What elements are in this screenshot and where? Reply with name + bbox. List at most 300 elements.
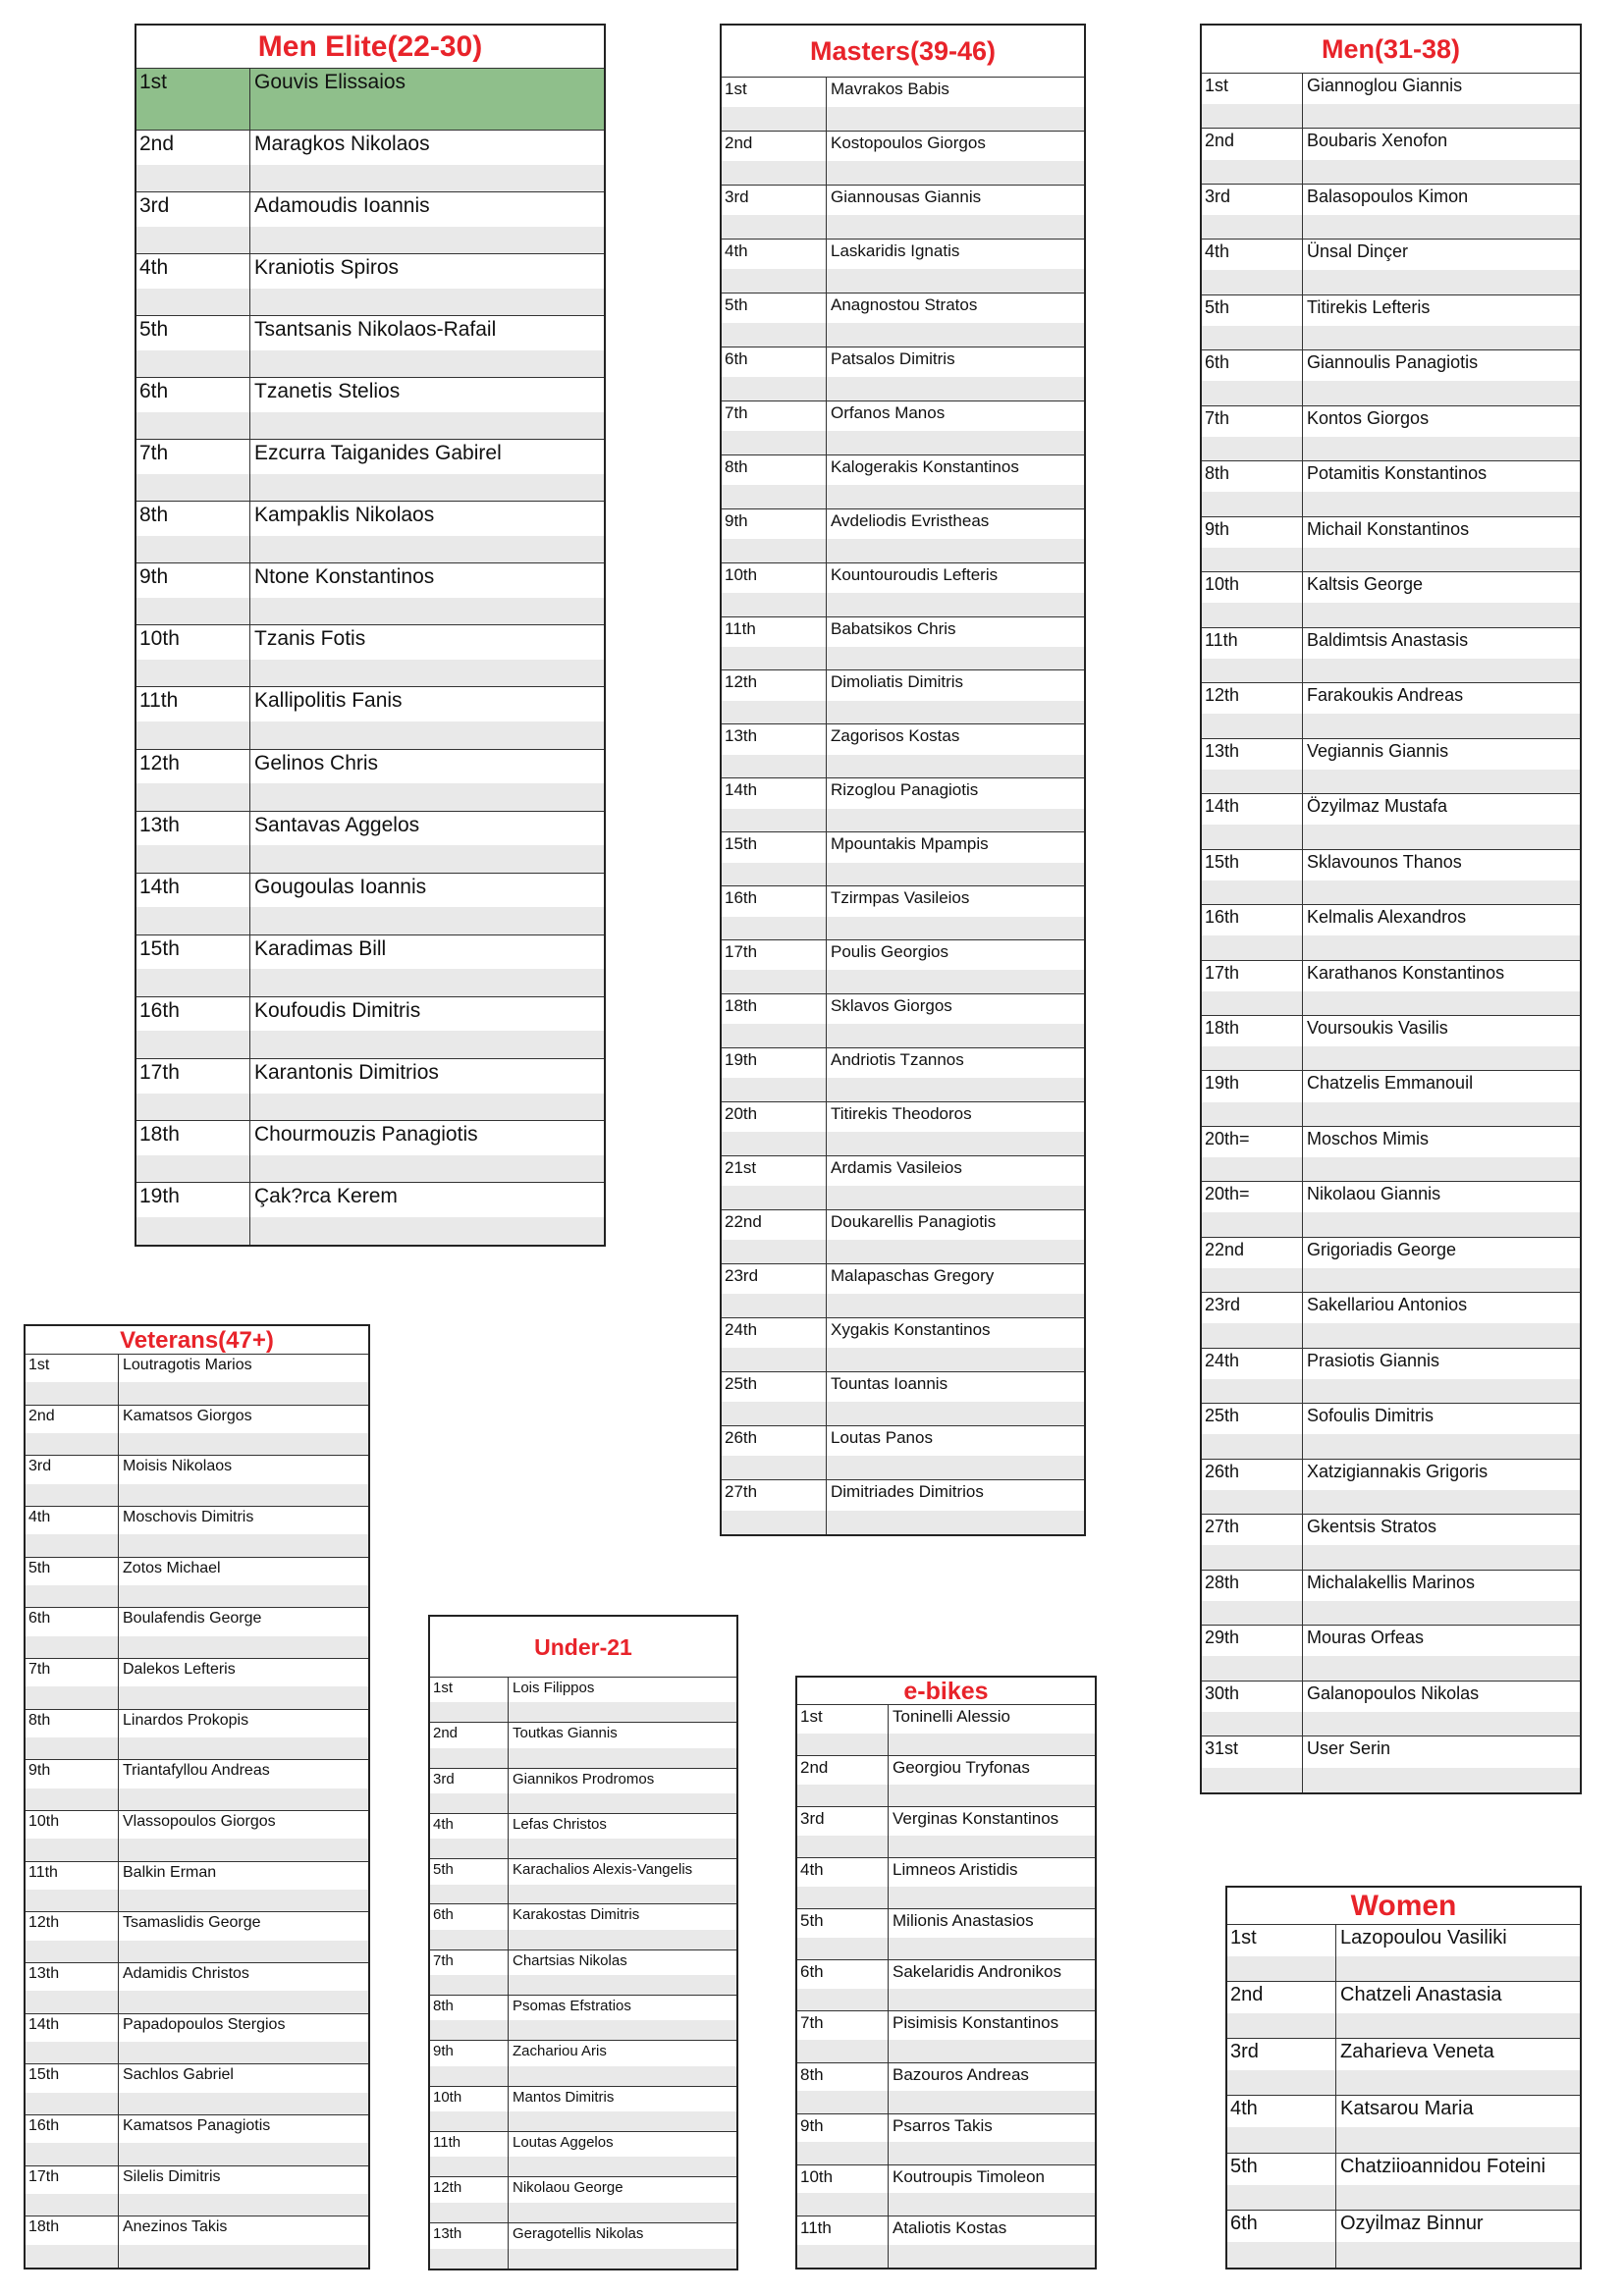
rider-name-cell: Limneos Aristidis — [893, 1860, 1018, 1880]
table-row — [722, 1048, 1084, 1102]
position-cell: 15th — [136, 935, 250, 996]
table-row — [722, 1318, 1084, 1372]
rider-name-cell: Karathanos Konstantinos — [1307, 962, 1505, 983]
rider-name-cell: Grigoriadis George — [1307, 1239, 1457, 1259]
table-row — [722, 886, 1084, 940]
position-cell: 16th — [136, 997, 250, 1058]
rider-name-cell: Verginas Konstantinos — [893, 1809, 1059, 1829]
rider-name-cell: Farakoukis Andreas — [1307, 685, 1464, 706]
position-cell: 4th — [1227, 2096, 1336, 2152]
table-row — [1202, 961, 1580, 1016]
position-cell: 10th — [26, 1811, 119, 1861]
position-cell: 11th — [136, 687, 250, 748]
table-row — [722, 401, 1084, 455]
rider-name-cell: Dalekos Lefteris — [123, 1660, 236, 1678]
rider-name-cell: Xatzigiannakis Grigoris — [1307, 1461, 1489, 1481]
table-row — [722, 294, 1084, 347]
position-cell: 8th — [1202, 461, 1303, 515]
position-cell: 4th — [26, 1507, 119, 1557]
position-cell: 4th — [1202, 240, 1303, 294]
table-row — [722, 1210, 1084, 1264]
rider-name-cell: Loutas Aggelos — [513, 2133, 614, 2151]
rider-name-cell: Katsarou Maria — [1340, 2098, 1474, 2120]
table-title: e-bikes — [797, 1678, 1095, 1705]
position-cell: 13th — [1202, 739, 1303, 793]
table-row — [136, 254, 604, 316]
men-elite-table — [135, 24, 606, 1247]
table-row — [136, 316, 604, 378]
position-cell: 3rd — [1227, 2039, 1336, 2095]
position-cell: 29th — [1202, 1626, 1303, 1680]
position-cell: 23rd — [722, 1264, 827, 1317]
rider-name-cell: Mantos Dimitris — [513, 2088, 615, 2106]
table-row — [1227, 2096, 1580, 2153]
table-row — [722, 1156, 1084, 1210]
table-row — [26, 1608, 368, 1659]
rider-name-cell: Maragkos Nikolaos — [254, 133, 430, 156]
rider-name-cell: Koufoudis Dimitris — [254, 998, 421, 1022]
table-row — [136, 997, 604, 1059]
rider-name-cell: Ezcurra Taiganides Gabirel — [254, 442, 502, 465]
table-row — [136, 874, 604, 935]
table-row — [26, 1811, 368, 1862]
position-cell: 24th — [722, 1318, 827, 1371]
position-cell: 2nd — [722, 132, 827, 185]
position-cell: 9th — [797, 2114, 889, 2164]
position-cell: 10th — [136, 625, 250, 686]
position-cell: 19th — [1202, 1071, 1303, 1125]
rider-name-cell: Kaltsis George — [1307, 574, 1424, 595]
table-row — [430, 2041, 736, 2086]
position-cell: 2nd — [430, 1723, 509, 1767]
table-row — [1227, 2154, 1580, 2211]
position-cell: 1st — [430, 1678, 509, 1722]
position-cell: 26th — [1202, 1460, 1303, 1514]
table-row — [26, 1710, 368, 1761]
ebikes-table — [795, 1676, 1097, 2269]
rider-name-cell: Kampaklis Nikolaos — [254, 504, 435, 527]
position-cell: 10th — [722, 563, 827, 616]
position-cell: 11th — [797, 2216, 889, 2268]
rider-name-cell: Babatsikos Chris — [831, 618, 956, 638]
position-cell: 3rd — [136, 192, 250, 253]
position-cell: 5th — [722, 294, 827, 347]
table-row — [722, 132, 1084, 186]
table-row — [1202, 129, 1580, 184]
position-cell: 5th — [1202, 295, 1303, 349]
table-row — [136, 1059, 604, 1121]
position-cell: 14th — [26, 2014, 119, 2064]
table-row — [722, 994, 1084, 1048]
position-cell: 17th — [722, 940, 827, 993]
rider-name-cell: Çak?rca Kerem — [254, 1184, 398, 1207]
position-cell: 12th — [722, 670, 827, 723]
table-row — [430, 1904, 736, 1949]
position-cell: 5th — [1227, 2154, 1336, 2210]
table-row — [26, 2115, 368, 2166]
rider-name-cell: Kountouroudis Lefteris — [831, 564, 999, 584]
rider-name-cell: Dimoliatis Dimitris — [831, 672, 964, 692]
table-row — [26, 1558, 368, 1609]
women-table — [1225, 1886, 1582, 2269]
position-cell: 12th — [26, 1912, 119, 1962]
rider-name-cell: Chourmouzis Panagiotis — [254, 1122, 478, 1146]
table-title: Men(31-38) — [1202, 26, 1580, 74]
table-row — [1202, 517, 1580, 572]
position-cell: 10th — [1202, 572, 1303, 626]
position-cell: 12th — [136, 750, 250, 811]
table-row — [797, 1705, 1095, 1756]
table-row — [1202, 1626, 1580, 1681]
rider-name-cell: Patsalos Dimitris — [831, 348, 955, 368]
position-cell: 15th — [1202, 850, 1303, 904]
rider-name-cell: Balkin Erman — [123, 1863, 217, 1881]
rider-name-cell: Psomas Efstratios — [513, 1998, 631, 2015]
rider-name-cell: Vegiannis Giannis — [1307, 740, 1449, 761]
table-row — [1227, 2039, 1580, 2096]
rider-name-cell: Boulafendis George — [123, 1610, 262, 1628]
table-row — [430, 1769, 736, 1814]
position-cell: 9th — [430, 2041, 509, 2085]
table-title: Masters(39-46) — [722, 26, 1084, 78]
position-cell: 9th — [136, 563, 250, 624]
table-row — [26, 1355, 368, 1406]
table-title: Under-21 — [430, 1617, 736, 1678]
position-cell: 25th — [1202, 1404, 1303, 1458]
position-cell: 3rd — [430, 1769, 509, 1813]
position-cell: 4th — [430, 1814, 509, 1858]
position-cell: 13th — [136, 812, 250, 873]
table-row — [136, 192, 604, 254]
table-row — [797, 1909, 1095, 1960]
rider-name-cell: Geragotellis Nikolas — [513, 2224, 644, 2242]
rider-name-cell: Moisis Nikolaos — [123, 1458, 233, 1475]
table-row — [26, 2014, 368, 2065]
rider-name-cell: Moschos Mimis — [1307, 1128, 1430, 1148]
position-cell: 7th — [722, 401, 827, 454]
table-row — [26, 2216, 368, 2268]
rider-name-cell: Xygakis Konstantinos — [831, 1319, 991, 1339]
rider-name-cell: Gkentsis Stratos — [1307, 1517, 1437, 1537]
rider-name-cell: Giannoulis Panagiotis — [1307, 352, 1479, 373]
position-cell: 4th — [797, 1858, 889, 1908]
rider-name-cell: Psarros Takis — [893, 2115, 993, 2135]
table-row — [1202, 1460, 1580, 1515]
table-row — [797, 2011, 1095, 2062]
rider-name-cell: Balasopoulos Kimon — [1307, 186, 1469, 206]
position-cell: 2nd — [136, 131, 250, 191]
table-row — [722, 670, 1084, 724]
position-cell: 7th — [1202, 406, 1303, 460]
position-cell: 10th — [797, 2165, 889, 2216]
table-row — [136, 440, 604, 502]
rider-name-cell: Gelinos Chris — [254, 751, 379, 774]
table-row — [136, 750, 604, 812]
rider-name-cell: Giannoglou Giannis — [1307, 76, 1463, 95]
position-cell: 8th — [797, 2063, 889, 2113]
position-cell: 16th — [722, 886, 827, 939]
table-row — [722, 724, 1084, 778]
table-title: Men Elite(22-30) — [136, 26, 604, 69]
rider-name-cell: Lazopoulou Vasiliki — [1340, 1927, 1507, 1949]
rider-name-cell: Tzirmpas Vasileios — [831, 888, 970, 908]
position-cell: 25th — [722, 1372, 827, 1425]
table-row — [430, 1814, 736, 1859]
position-cell: 14th — [722, 778, 827, 831]
rider-name-cell: Santavas Aggelos — [254, 813, 420, 836]
position-cell: 8th — [722, 455, 827, 508]
rider-name-cell: Kallipolitis Fanis — [254, 689, 403, 713]
position-cell: 11th — [26, 1862, 119, 1912]
position-cell: 2nd — [1227, 1982, 1336, 2038]
position-cell: 1st — [1227, 1925, 1336, 1981]
rider-name-cell: Nikolaou Giannis — [1307, 1184, 1441, 1204]
table-row — [430, 1996, 736, 2041]
table-row — [430, 2223, 736, 2269]
rider-name-cell: Nikolaou George — [513, 2179, 623, 2197]
rider-name-cell: Lois Filippos — [513, 1680, 595, 1696]
position-cell: 20th — [722, 1102, 827, 1155]
rider-name-cell: Prasiotis Giannis — [1307, 1350, 1440, 1370]
table-row — [722, 455, 1084, 509]
table-row — [1202, 350, 1580, 405]
rider-name-cell: Poulis Georgios — [831, 942, 949, 962]
position-cell: 16th — [1202, 905, 1303, 959]
position-cell: 6th — [722, 347, 827, 400]
rider-name-cell: Gouvis Elissaios — [254, 71, 406, 93]
table-row — [1202, 683, 1580, 738]
position-cell: 27th — [722, 1480, 827, 1534]
table-title: Women — [1227, 1888, 1580, 1925]
table-row — [136, 69, 604, 131]
rider-name-cell: Michail Konstantinos — [1307, 518, 1470, 539]
table-row — [136, 502, 604, 563]
rider-name-cell: Potamitis Konstantinos — [1307, 463, 1488, 484]
position-cell: 3rd — [797, 1807, 889, 1857]
position-cell: 13th — [430, 2223, 509, 2269]
table-row — [722, 186, 1084, 240]
position-cell: 3rd — [722, 186, 827, 239]
rider-name-cell: Kraniotis Spiros — [254, 256, 400, 280]
table-row — [797, 1858, 1095, 1909]
rider-name-cell: Kelmalis Alexandros — [1307, 907, 1467, 928]
table-row — [1202, 1571, 1580, 1626]
position-cell: 18th — [26, 2216, 119, 2268]
rider-name-cell: Özyilmaz Mustafa — [1307, 796, 1448, 817]
position-cell: 2nd — [797, 1756, 889, 1806]
table-row — [430, 2132, 736, 2177]
rider-name-cell: Lefas Christos — [513, 1815, 607, 1833]
rider-name-cell: Ozyilmaz Binnur — [1340, 2212, 1484, 2234]
rider-name-cell: Chartsias Nikolas — [513, 1951, 627, 1969]
men-31-38-table — [1200, 24, 1582, 1794]
rider-name-cell: Laskaridis Ignatis — [831, 240, 960, 260]
position-cell: 13th — [722, 724, 827, 777]
rider-name-cell: Zaharieva Veneta — [1340, 2041, 1494, 2063]
position-cell: 16th — [26, 2115, 119, 2165]
table-row — [1202, 185, 1580, 240]
position-cell: 21st — [722, 1156, 827, 1209]
rider-name-cell: Zotos Michael — [123, 1559, 221, 1576]
position-cell: 11th — [1202, 628, 1303, 682]
position-cell: 15th — [722, 832, 827, 885]
rider-name-cell: Mavrakos Babis — [831, 80, 949, 98]
rider-name-cell: Tsantsanis Nikolaos-Rafail — [254, 318, 497, 342]
position-cell: 9th — [1202, 517, 1303, 571]
rider-name-cell: Andriotis Tzannos — [831, 1050, 964, 1070]
rider-name-cell: Sachlos Gabriel — [123, 2066, 234, 2084]
table-row — [1202, 1238, 1580, 1293]
table-row — [136, 812, 604, 874]
position-cell: 3rd — [26, 1456, 119, 1506]
table-row — [26, 1456, 368, 1507]
position-cell: 18th — [136, 1121, 250, 1182]
position-cell: 19th — [722, 1048, 827, 1101]
rider-name-cell: Baldimtsis Anastasis — [1307, 629, 1469, 650]
table-row — [722, 347, 1084, 401]
table-row — [1202, 1349, 1580, 1404]
rider-name-cell: Dimitriades Dimitrios — [831, 1481, 984, 1501]
rider-name-cell: Anagnostou Stratos — [831, 294, 978, 314]
rider-name-cell: Kostopoulos Giorgos — [831, 133, 986, 152]
position-cell: 31st — [1202, 1736, 1303, 1791]
position-cell: 28th — [1202, 1571, 1303, 1625]
position-cell: 17th — [136, 1059, 250, 1120]
table-row — [430, 1678, 736, 1723]
rider-name-cell: Titirekis Theodoros — [831, 1104, 972, 1124]
rider-name-cell: Kamatsos Giorgos — [123, 1407, 252, 1424]
table-row — [26, 1406, 368, 1457]
rider-name-cell: Kalogerakis Konstantinos — [831, 456, 1019, 476]
table-row — [1202, 905, 1580, 960]
table-row — [722, 1372, 1084, 1426]
rider-name-cell: Tsamaslidis George — [123, 1914, 261, 1932]
position-cell: 5th — [797, 1909, 889, 1959]
table-row — [1202, 461, 1580, 516]
position-cell: 1st — [722, 78, 827, 131]
table-row — [722, 1426, 1084, 1480]
rider-name-cell: Giannikos Prodromos — [513, 1770, 655, 1788]
position-cell: 4th — [722, 240, 827, 293]
table-row — [1202, 1016, 1580, 1071]
table-row — [1202, 295, 1580, 350]
rider-name-cell: Ünsal Dinçer — [1307, 241, 1409, 262]
rider-name-cell: Tountas Ioannis — [831, 1373, 948, 1393]
position-cell: 9th — [26, 1760, 119, 1810]
table-row — [136, 563, 604, 625]
rider-name-cell: Galanopoulos Nikolas — [1307, 1682, 1480, 1703]
position-cell: 23rd — [1202, 1293, 1303, 1347]
table-row — [26, 1862, 368, 1913]
rider-name-cell: Doukarellis Panagiotis — [831, 1212, 997, 1232]
rider-name-cell: Mouras Orfeas — [1307, 1628, 1425, 1648]
position-cell: 12th — [1202, 683, 1303, 737]
table-row — [136, 1183, 604, 1245]
rider-name-cell: Michalakellis Marinos — [1307, 1572, 1476, 1592]
position-cell: 11th — [430, 2132, 509, 2176]
position-cell: 1st — [797, 1705, 889, 1755]
rider-name-cell: Georgiou Tryfonas — [893, 1758, 1030, 1778]
position-cell: 7th — [430, 1950, 509, 1995]
table-row — [722, 509, 1084, 563]
table-title: Veterans(47+) — [26, 1326, 368, 1355]
table-row — [1202, 1293, 1580, 1348]
position-cell: 6th — [136, 378, 250, 439]
rider-name-cell: Karakostas Dimitris — [513, 1906, 640, 1924]
position-cell: 6th — [1227, 2211, 1336, 2268]
rider-name-cell: Zachariou Aris — [513, 2043, 607, 2060]
rider-name-cell: Giannousas Giannis — [831, 187, 982, 206]
rider-name-cell: Mpountakis Mpampis — [831, 834, 989, 854]
position-cell: 18th — [722, 994, 827, 1047]
position-cell: 5th — [26, 1558, 119, 1608]
position-cell: 24th — [1202, 1349, 1303, 1403]
rider-name-cell: Sklavos Giorgos — [831, 996, 952, 1016]
rider-name-cell: Ntone Konstantinos — [254, 565, 435, 589]
position-cell: 3rd — [1202, 185, 1303, 239]
table-row — [722, 832, 1084, 886]
table-row — [797, 1756, 1095, 1807]
position-cell: 7th — [26, 1659, 119, 1709]
rider-name-cell: Sakelaridis Andronikos — [893, 1962, 1061, 1982]
rider-name-cell: Chatzeli Anastasia — [1340, 1984, 1502, 2006]
position-cell: 27th — [1202, 1515, 1303, 1569]
table-row — [1227, 2211, 1580, 2268]
rider-name-cell: Zagorisos Kostas — [831, 726, 960, 746]
table-row — [26, 1963, 368, 2014]
position-cell: 17th — [1202, 961, 1303, 1015]
table-row — [430, 2177, 736, 2222]
table-row — [1202, 1071, 1580, 1126]
rider-name-cell: Ataliotis Kostas — [893, 2217, 1007, 2237]
rider-name-cell: Silelis Dimitris — [123, 2167, 221, 2185]
rider-name-cell: Koutroupis Timoleon — [893, 2166, 1045, 2186]
rider-name-cell: Chatzelis Emmanouil — [1307, 1073, 1474, 1094]
rider-name-cell: Kontos Giorgos — [1307, 407, 1430, 428]
rider-name-cell: Bazouros Andreas — [893, 2064, 1029, 2084]
rider-name-cell: User Serin — [1307, 1738, 1391, 1759]
rider-name-cell: Titirekis Lefteris — [1307, 296, 1431, 317]
rider-name-cell: Sakellariou Antonios — [1307, 1295, 1468, 1315]
position-cell: 30th — [1202, 1682, 1303, 1735]
rider-name-cell: Kamatsos Panagiotis — [123, 2116, 271, 2134]
position-cell: 17th — [26, 2166, 119, 2216]
rider-name-cell: Moschovis Dimitris — [123, 1508, 254, 1525]
table-row — [797, 1960, 1095, 2011]
rider-name-cell: Papadopoulos Stergios — [123, 2015, 286, 2033]
table-row — [136, 687, 604, 749]
table-row — [797, 2216, 1095, 2268]
table-row — [26, 2166, 368, 2217]
position-cell: 20th= — [1202, 1127, 1303, 1181]
rider-name-cell: Malapaschas Gregory — [831, 1265, 995, 1285]
table-row — [1202, 240, 1580, 294]
table-row — [722, 617, 1084, 671]
rider-name-cell: Anezinos Takis — [123, 2218, 228, 2236]
position-cell: 2nd — [1202, 129, 1303, 183]
position-cell: 1st — [136, 69, 250, 130]
table-row — [1202, 74, 1580, 129]
rider-name-cell: Triantafyllou Andreas — [123, 1762, 270, 1780]
position-cell: 9th — [722, 509, 827, 562]
table-row — [722, 1264, 1084, 1318]
table-row — [430, 1859, 736, 1904]
table-row — [797, 2063, 1095, 2114]
position-cell: 8th — [26, 1710, 119, 1760]
table-row — [430, 1723, 736, 1768]
table-row — [1202, 1404, 1580, 1459]
table-row — [1202, 739, 1580, 794]
